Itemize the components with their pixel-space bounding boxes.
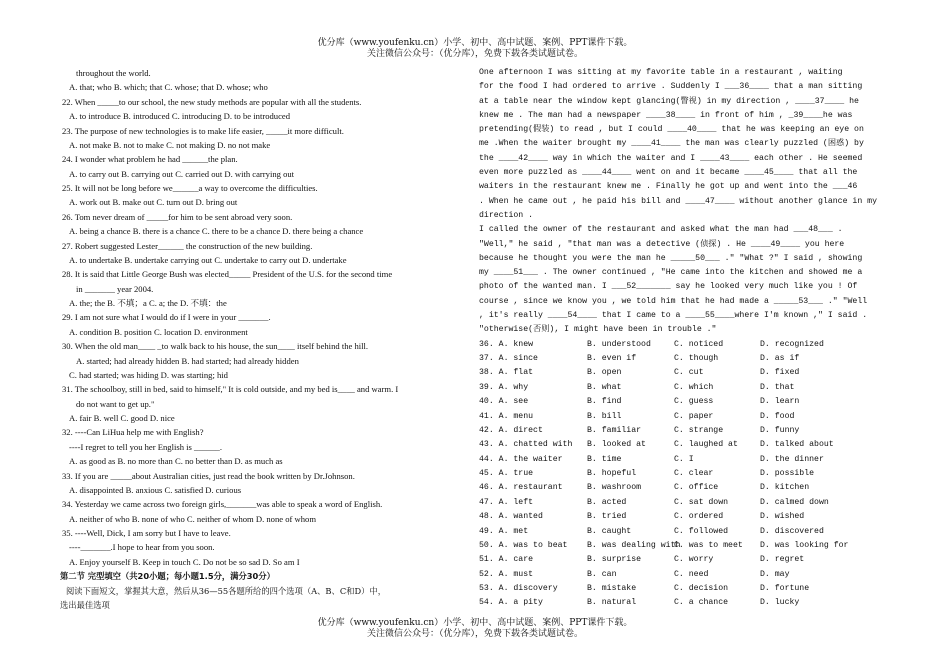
question-line: 30. When the old man____ _to walk back to his house, the sun____ itself behind the hill. <box>62 341 369 352</box>
option-d: D. recognized <box>760 339 824 349</box>
option-b: B. surprise <box>587 555 642 565</box>
option-line: A. to carry out B. carrying out C. carried out D. with carrying out <box>69 168 295 179</box>
passage-line: I called the owner of the restaurant and asked what the man had ___48___ . <box>479 225 843 235</box>
option-c: C. cut <box>674 368 704 378</box>
option-b: B. can <box>587 569 617 579</box>
option-d: D. food <box>760 411 795 421</box>
option-d: D. kitchen <box>760 483 810 493</box>
option-d: D. funny <box>760 425 800 435</box>
passage-line: the ____42____ way in which the waiter and I ____43____ each other . He seemed <box>479 153 863 163</box>
option-line: A. to undertake B. undertake carrying out C. undertake to carry out D. undertake <box>69 254 347 265</box>
option-c: C. strange <box>674 425 724 435</box>
option-row <box>479 438 899 452</box>
passage-line: me .When the waiter brought my ____41____ the man was clearly puzzled (困惑) by <box>479 139 864 149</box>
option-c: C. office <box>674 483 719 493</box>
option-b: B. find <box>587 397 622 407</box>
option-d: D. possible <box>760 469 815 479</box>
option-a: 39. A. why <box>479 382 529 392</box>
option-a: 43. A. chatted with <box>479 440 573 450</box>
option-a: 52. A. must <box>479 569 534 579</box>
option-line: A. fair B. well C. good D. nice <box>69 413 175 423</box>
option-d: D. the dinner <box>760 454 824 464</box>
option-line: ----_______.I hope to hear from you soon. <box>69 542 215 553</box>
question-line: 24. I wonder what problem he had ______the plan. <box>62 154 238 165</box>
page-footer <box>0 618 950 640</box>
option-a: 36. A. knew <box>479 339 534 349</box>
option-row <box>479 582 899 596</box>
option-d: D. discovered <box>760 526 824 536</box>
option-line: A. not make B. not to make C. not making D. no not make <box>69 139 271 150</box>
passage-line: at a table near the window kept glancing(瞥视) in my direction , ____37____ he <box>479 96 859 106</box>
option-c: C. was to meet <box>674 540 743 550</box>
option-c: C. I <box>674 454 694 464</box>
passage-line: . When he came out , he paid his bill and ____47____ without another glance in my <box>479 196 877 206</box>
option-row <box>479 525 899 539</box>
option-b: B. tried <box>587 512 627 522</box>
option-b: B. what <box>587 382 622 392</box>
option-b: B. understood <box>587 339 651 349</box>
option-row <box>479 568 899 582</box>
option-c: C. guess <box>674 397 714 407</box>
footer-line-1: 优分库（www.youfenku.cn）小学、初中、高中试题、案例、PPT课件下载。 <box>317 618 633 628</box>
option-c: C. need <box>674 569 709 579</box>
option-d: D. that <box>760 382 795 392</box>
option-line: A. as good as B. no more than C. no better than D. as much as <box>69 456 283 467</box>
question-line: 22. When _____to our school, the new study methods are popular with all the students. <box>62 96 362 107</box>
option-line: A. started; had already hidden B. had started; had already hidden <box>76 355 299 366</box>
section-title: 第二节 完型填空（共20小题；每小题1.5分，满分30分） <box>60 571 275 582</box>
question-line: 32. ----Can LiHua help me with English? <box>62 427 204 438</box>
passage-line: because he thought you were the man he _____50___ ." "What ?" I said , showing <box>479 253 863 263</box>
page-header <box>0 38 950 60</box>
option-d: D. learn <box>760 397 800 407</box>
option-line: A. neither of who B. none of who C. neither of whom D. none of whom <box>69 513 317 524</box>
option-d: D. calmed down <box>760 497 829 507</box>
passage-line: for the food I had ordered to arrive . Suddenly I ___36____ that a man sitting <box>479 82 863 92</box>
option-c: C. noticed <box>674 339 724 349</box>
passage-line: pretending(假装) to read , but I could ____40____ that he was keeping an eye on <box>479 125 864 135</box>
option-b: B. looked at <box>587 440 646 450</box>
option-row <box>479 481 899 495</box>
passage-line: photo of the wanted man. I ___52_______ say he looked very much like you ! Of <box>479 282 858 292</box>
option-b: B. open <box>587 368 622 378</box>
cloze-passage <box>479 66 899 338</box>
option-a: 50. A. was to beat <box>479 540 568 550</box>
option-c: C. paper <box>674 411 714 421</box>
passage-line: "Well," he said , "that man was a detective (侦探) . He ____49____ you here <box>479 239 845 249</box>
passage-line: , it's really ____54____ that I came to a ____55____where I'm known ," I said . <box>479 311 868 321</box>
option-row <box>479 395 899 409</box>
section-instruction-2: 选出最佳选项 <box>60 599 110 610</box>
option-d: D. was looking for <box>760 540 849 550</box>
option-a: 37. A. since <box>479 354 538 364</box>
option-a: 49. A. met <box>479 526 529 536</box>
question-line: 31. The schoolboy, still in bed, said to himself," It is cold outside, and my bed is____ and warm. I <box>62 384 399 395</box>
option-line: A. that; who B. which; that C. whose; that D. whose; who <box>69 82 268 93</box>
option-row <box>479 596 899 610</box>
header-line-2: 关注微信公众号：（优分库），免费下载各类试题试卷。 <box>366 49 583 59</box>
option-b: B. acted <box>587 497 627 507</box>
option-a: 53. A. discovery <box>479 584 558 594</box>
option-b: B. familiar <box>587 425 642 435</box>
grammar-questions <box>60 66 460 569</box>
section-instruction-1: 阅读下面短文，掌握其大意，然后从36—55各题所给的四个选项（A、B、C和D）中， <box>66 585 387 596</box>
passage-line: direction . <box>479 210 534 220</box>
option-line: A. condition B. position C. location D. environment <box>69 326 248 337</box>
option-row <box>479 510 899 524</box>
option-b: B. was dealing with <box>587 540 681 550</box>
option-line: A. disappointed B. anxious C. satisfied D. curious <box>69 484 242 495</box>
passage-line: "otherwise(否则), I might have been in trouble ." <box>479 325 717 335</box>
option-c: C. which <box>674 382 714 392</box>
option-line: do not want to get up." <box>76 398 155 409</box>
option-b: B. mistake <box>587 584 637 594</box>
option-row <box>479 352 899 366</box>
passage-line: my ____51___ . The owner continued , "He came into the kitchen and showed me a <box>479 268 863 278</box>
option-a: 47. A. left <box>479 497 534 507</box>
option-c: C. followed <box>674 526 729 536</box>
option-c: C. laughed at <box>674 440 738 450</box>
option-row <box>479 467 899 481</box>
option-a: 45. A. true <box>479 469 534 479</box>
option-d: D. may <box>760 569 790 579</box>
option-line: ----I regret to tell you her English is ______. <box>69 441 222 452</box>
option-d: D. fixed <box>760 368 800 378</box>
option-a: 38. A. flat <box>479 368 534 378</box>
passage-line: even more puzzled as ____44____ went on and it became ____45____ that all the <box>479 168 858 178</box>
option-line: C. had started; was hiding D. was starting; hid <box>69 369 228 380</box>
option-row <box>479 381 899 395</box>
option-line: A. to introduce B. introduced C. introducing D. to be introduced <box>69 111 291 122</box>
header-line-1: 优分库（www.youfenku.cn）小学、初中、高中试题、案例、PPT课件下载。 <box>317 38 633 48</box>
option-b: B. bill <box>587 411 622 421</box>
question-line: 26. Tom never dream of _____for him to be sent abroad very soon. <box>62 211 293 222</box>
option-d: D. wished <box>760 512 805 522</box>
question-line: 23. The purpose of new technologies is to make life easier, _____it more difficult. <box>62 125 344 136</box>
question-line: 34. Yesterday we came across two foreign girls,_______was able to speak a word of English. <box>62 499 383 510</box>
option-line: A. Enjoy yourself B. Keep in touch C. Do not be so sad D. So am I <box>69 556 300 567</box>
option-a: 41. A. menu <box>479 411 534 421</box>
cloze-options <box>479 338 899 611</box>
option-b: B. caught <box>587 526 632 536</box>
question-line: 25. It will not be long before we______a way to overcome the difficulties. <box>62 183 318 193</box>
option-c: C. worry <box>674 555 714 565</box>
option-a: 40. A. see <box>479 397 529 407</box>
question-line: 28. It is said that Little George Bush was elected_____ President of the U.S. for the second time <box>62 269 393 280</box>
option-row <box>479 410 899 424</box>
option-c: C. a chance <box>674 598 729 608</box>
passage-line: waiters in the restaurant knew me . Finally he got up and went into the ___46 <box>479 182 858 192</box>
option-b: B. natural <box>587 598 637 608</box>
option-d: D. talked about <box>760 440 834 450</box>
option-b: B. hopeful <box>587 469 637 479</box>
option-row <box>479 338 899 352</box>
question-line: 35. ----Well, Dick, I am sorry but I have to leave. <box>62 528 231 538</box>
option-c: C. though <box>674 354 719 364</box>
option-line: A. being a chance B. there is a chance C. there to be a chance D. there being a chance <box>69 226 364 237</box>
option-row <box>479 496 899 510</box>
passage-line: knew me . The man had a newspaper ____38____ in front of him , _39____he was <box>479 110 853 120</box>
option-d: D. as if <box>760 354 800 364</box>
option-d: D. regret <box>760 555 805 565</box>
footer-line-2: 关注微信公众号：（优分库），免费下载各类试题试卷。 <box>366 629 583 639</box>
option-row <box>479 453 899 467</box>
question-line: 29. I am not sure what I would do if I were in your _______. <box>62 312 271 323</box>
passage-line: course , since we know you , we told him that he had made a _____53___ ." "Well <box>479 296 868 306</box>
option-line: A. the; the B. 不填；a C. a; the D. 不填：the <box>69 298 227 308</box>
option-a: 42. A. direct <box>479 425 543 435</box>
option-d: D. fortune <box>760 584 810 594</box>
option-a: 48. A. wanted <box>479 512 543 522</box>
option-c: C. decision <box>674 584 729 594</box>
option-a: 46. A. restaurant <box>479 483 563 493</box>
option-b: B. even if <box>587 354 637 364</box>
option-row <box>479 424 899 438</box>
option-a: 44. A. the waiter <box>479 454 563 464</box>
option-line: in _______ year 2004. <box>76 283 154 294</box>
option-c: C. clear <box>674 469 714 479</box>
question-line: 33. If you are _____about Australian cities, just read the book written by Dr.Johnson. <box>62 470 355 481</box>
option-line: throughout the world. <box>76 68 151 78</box>
option-c: C. ordered <box>674 512 724 522</box>
option-b: B. washroom <box>587 483 642 493</box>
option-d: D. lucky <box>760 598 800 608</box>
option-a: 51. A. care <box>479 555 534 565</box>
question-line: 27. Robert suggested Lester______ the construction of the new building. <box>62 240 313 251</box>
right-column <box>479 66 899 611</box>
option-row <box>479 366 899 380</box>
option-a: 54. A. a pity <box>479 598 543 608</box>
option-c: C. sat down <box>674 497 729 507</box>
option-row <box>479 553 899 567</box>
option-line: A. work out B. make out C. turn out D. bring out <box>69 197 238 208</box>
left-column <box>60 66 460 612</box>
passage-line: One afternoon I was sitting at my favorite table in a restaurant , waiting <box>479 68 843 77</box>
option-row <box>479 539 899 553</box>
option-b: B. time <box>587 454 622 464</box>
